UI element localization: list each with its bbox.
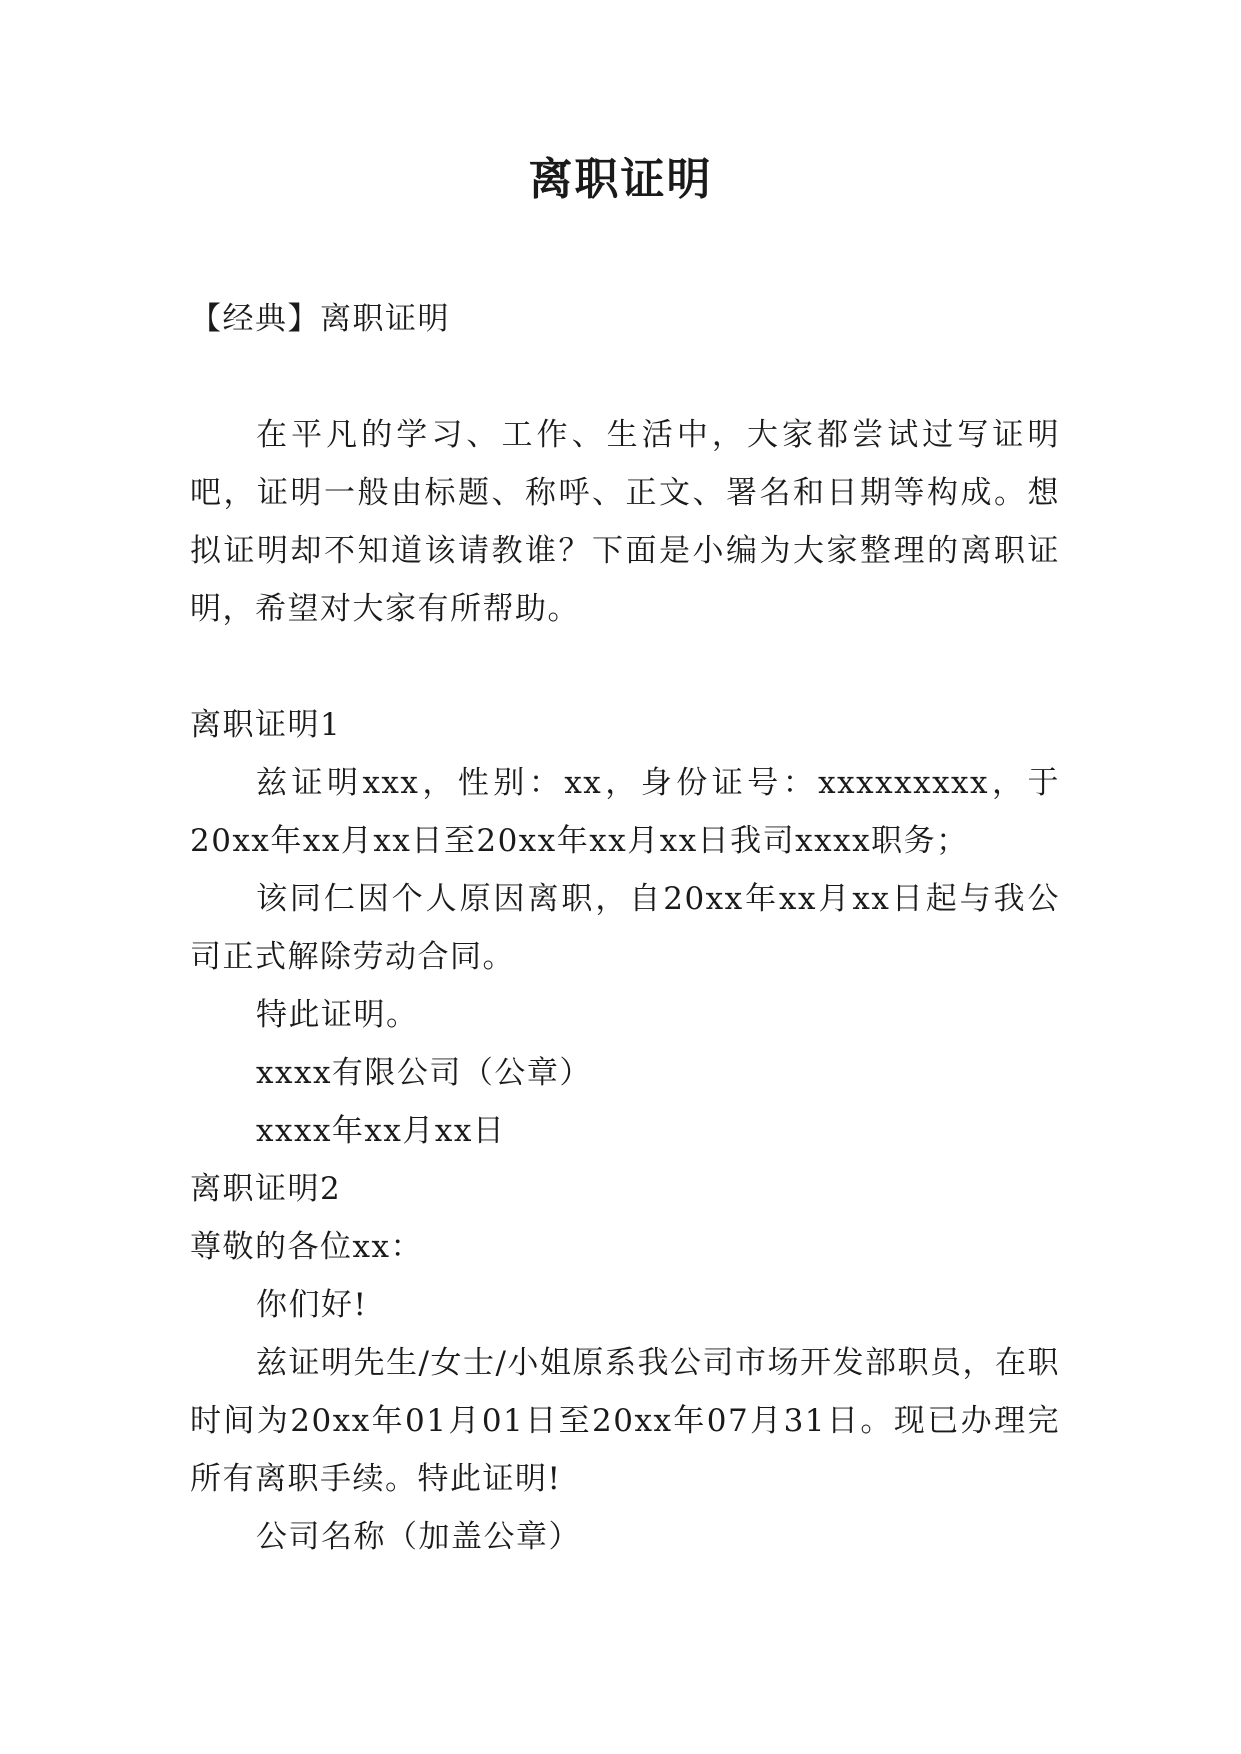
- document-title: 离职证明: [528, 154, 713, 205]
- section2-heading: 离职证明2: [190, 1171, 342, 1207]
- section1-paragraph-3: 特此证明。: [256, 997, 419, 1033]
- section1-company: xxxx有限公司（公章）: [256, 1055, 592, 1091]
- section2-company: 公司名称（加盖公章）: [256, 1519, 581, 1555]
- section1-paragraph-2: 该同仁因个人原因离职，自20xx年xx月xx日起与我公司正式解除劳动合同。: [190, 881, 1060, 975]
- intro-paragraph: 在平凡的学习、工作、生活中，大家都尝试过写证明吧，证明一般由标题、称呼、正文、署名和日期等构成。想拟证明却不知道该请教谁？下面是小编为大家整理的离职证明，希望对大家有所帮助。: [190, 417, 1060, 627]
- section1-date: xxxx年xx月xx日: [256, 1113, 506, 1149]
- document-subtitle: 【经典】离职证明: [190, 301, 450, 337]
- section1-paragraph-1: 兹证明xxx，性别：xx，身份证号：xxxxxxxxx，于20xx年xx月xx日至20xx年xx月xx日我司xxxx职务；: [190, 765, 1060, 859]
- section2-paragraph-1: 兹证明先生/女士/小姐原系我公司市场开发部职员，在职时间为20xx年01月01日至20xx年07月31日。现已办理完所有离职手续。特此证明!: [190, 1345, 1060, 1497]
- document-body: [190, 290, 1060, 1566]
- section2-salutation: 尊敬的各位xx：: [190, 1229, 423, 1265]
- section1-heading: 离职证明1: [190, 707, 342, 743]
- section2-greeting: 你们好!: [256, 1287, 368, 1323]
